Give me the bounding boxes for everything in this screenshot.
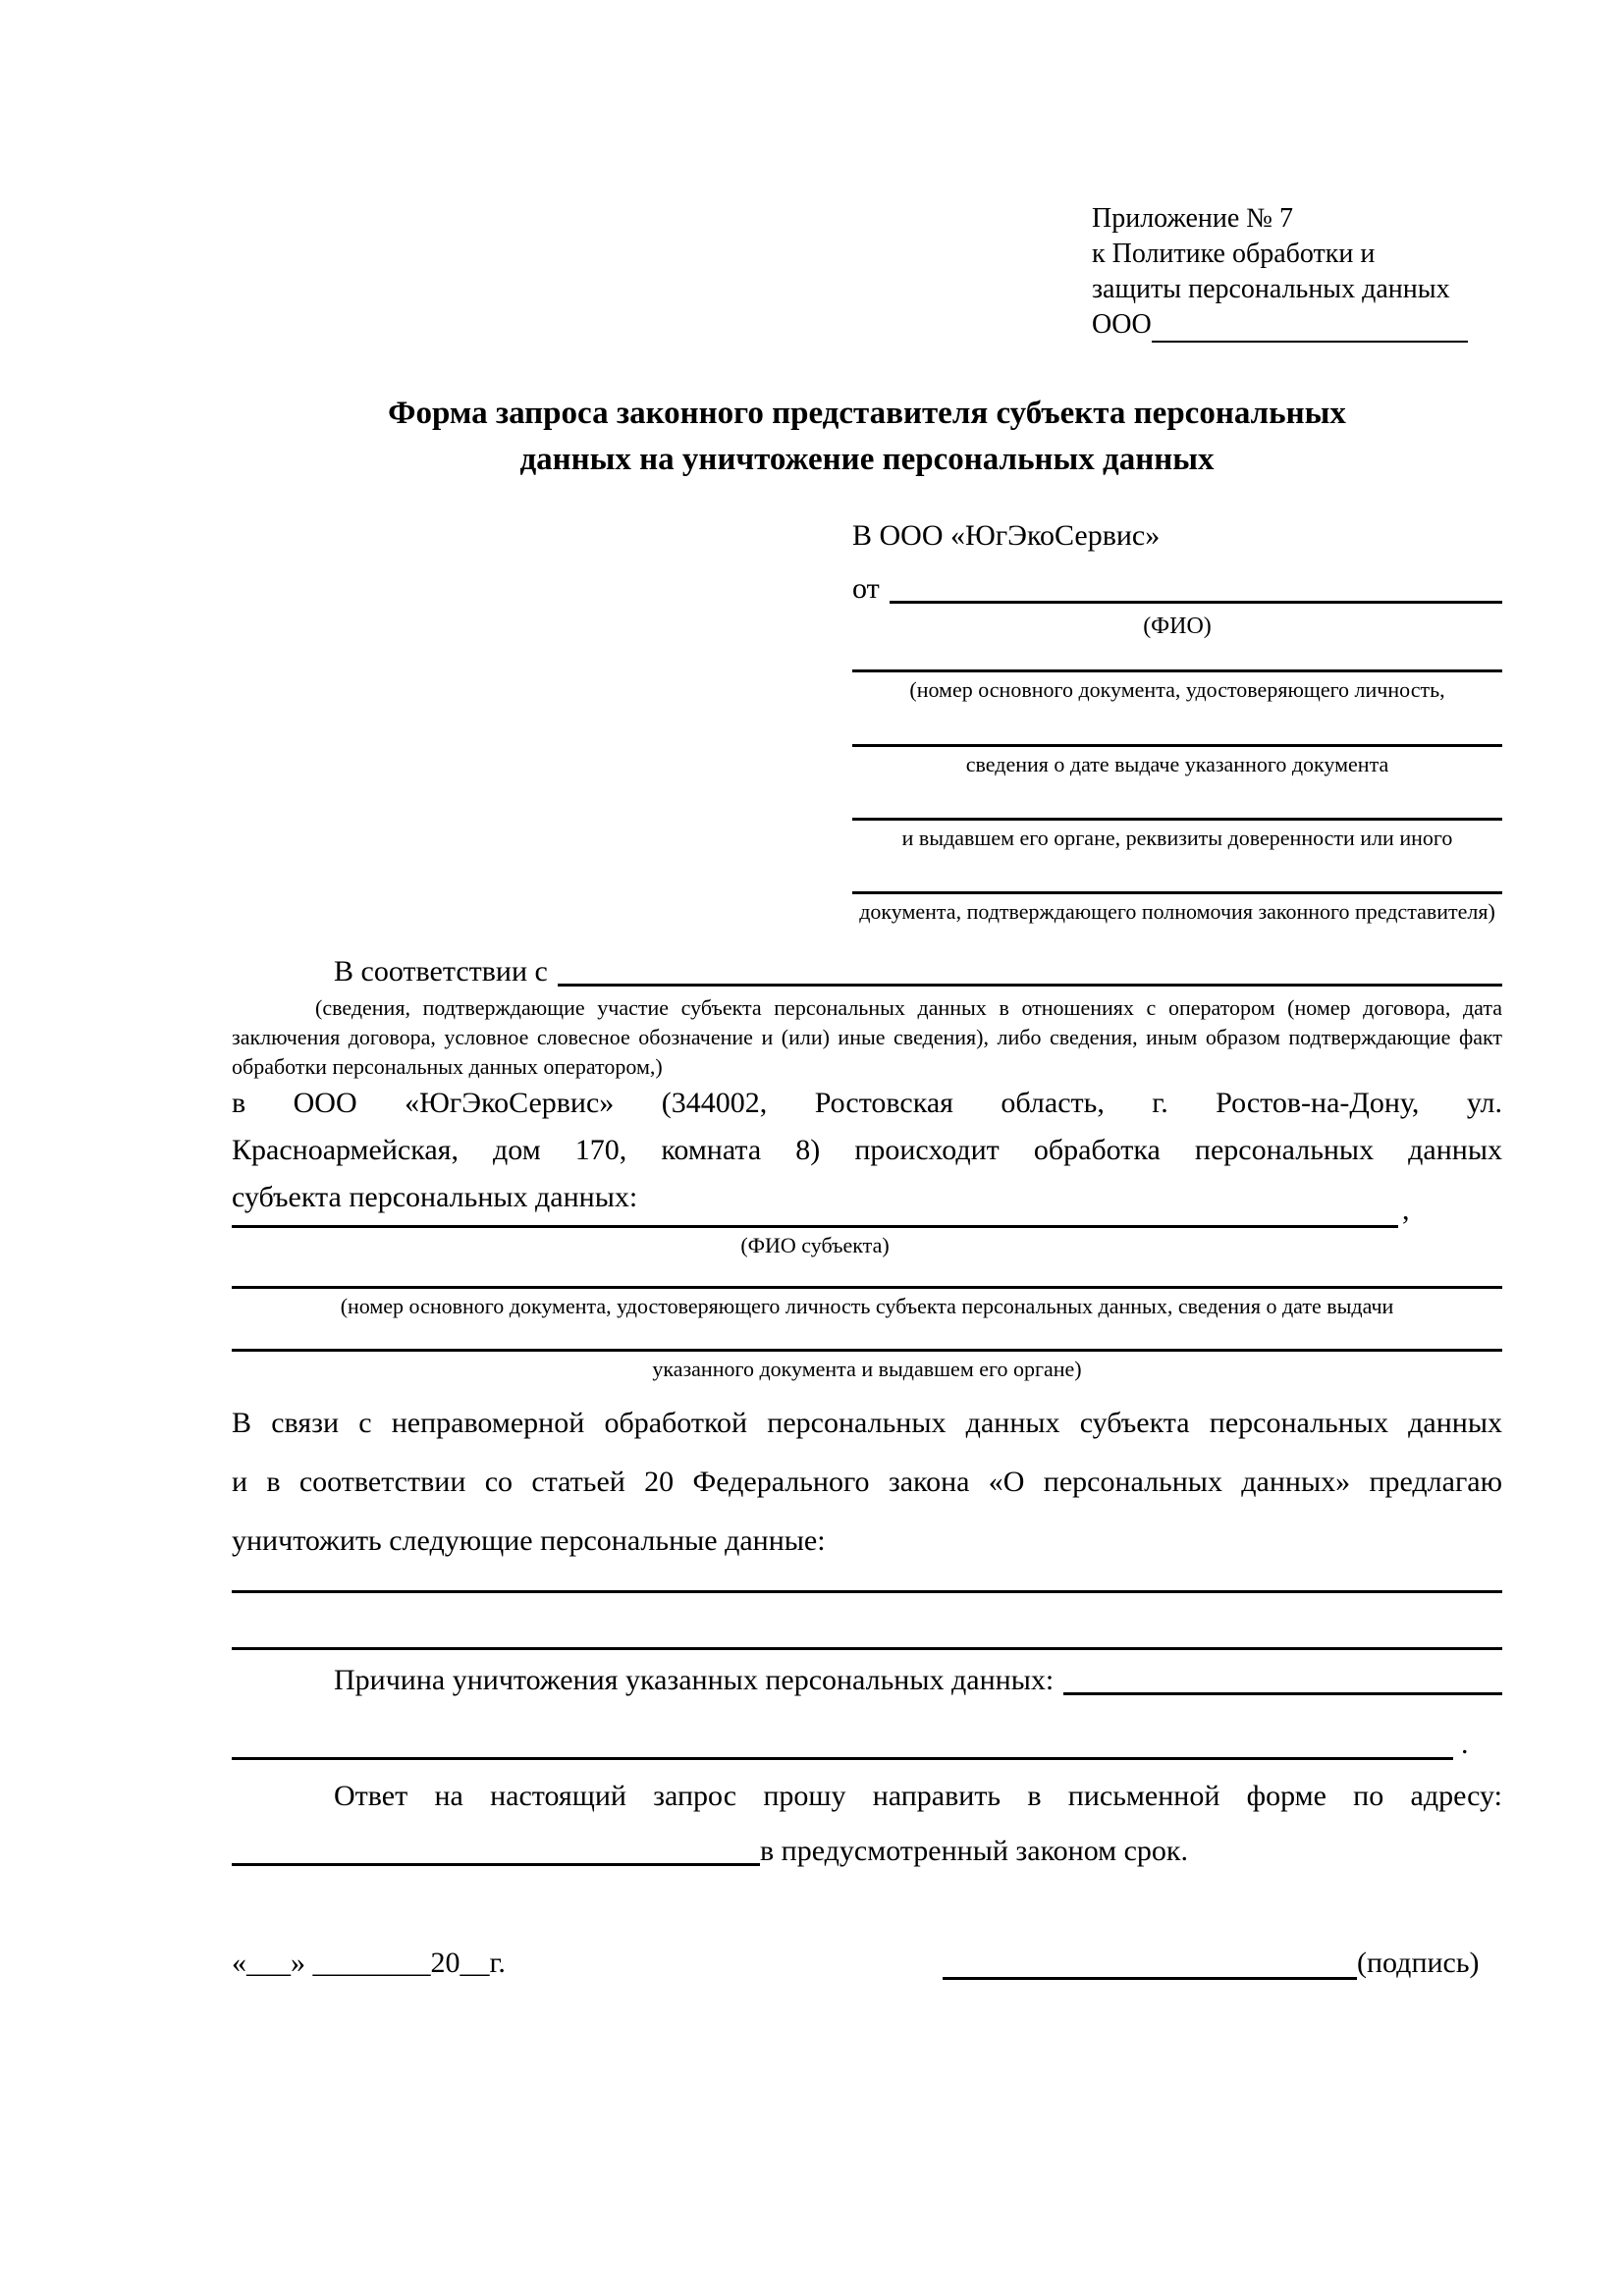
accordance-note xyxy=(232,993,1502,1082)
operator-address-line: в ООО «ЮгЭкоСервис» (344002, Ростовская область, г. Ростов-на-Дону, ул. xyxy=(232,1087,1502,1119)
answer-paragraph: Ответ на настоящий запрос прошу направить в письменной форме по адресу: xyxy=(334,1780,1502,1812)
issue-date-blank-line xyxy=(852,744,1502,747)
fio-caption: (ФИО) xyxy=(1143,614,1212,639)
id-document-blank-line xyxy=(852,669,1502,672)
addressee-organization: В ООО «ЮгЭкоСервис» xyxy=(852,519,1161,552)
reason-continuation-blank-line xyxy=(232,1757,1453,1760)
appendix-line: защиты персональных данных xyxy=(1092,274,1450,304)
sentence-period: . xyxy=(1461,1728,1469,1760)
operator-address-line: субъекта персональных данных: xyxy=(232,1181,638,1213)
answer-tail-text: в предусмотренный законом срок. xyxy=(760,1835,1188,1867)
reason-blank-line xyxy=(1063,1663,1502,1695)
subject-document-blank-line xyxy=(232,1286,1502,1289)
appendix-block xyxy=(1092,201,1504,343)
accordance-blank-line xyxy=(558,954,1502,987)
subject-document-blank-line-2 xyxy=(232,1349,1502,1352)
issuing-authority-caption: и выдавшем его органе, реквизиты доверенности или иного xyxy=(901,826,1453,850)
destruction-request-line: уничтожить следующие персональные данные: xyxy=(232,1524,826,1557)
form-title xyxy=(232,391,1502,483)
accordance-lead: В соответствии с xyxy=(334,955,548,988)
representative-fio-blank-line xyxy=(890,571,1502,604)
subject-document-caption: (номер основного документа, удостоверяющего личность субъекта персональных данных, сведения о дате выдачи xyxy=(340,1294,1394,1318)
appendix-line: к Политике обработки и xyxy=(1092,239,1376,269)
subject-fio-caption: (ФИО субъекта) xyxy=(740,1233,890,1257)
accordance-note-line: обработки персональных данных оператором,) xyxy=(232,1054,663,1079)
subject-document-caption-2: указанного документа и выдавшем его органе) xyxy=(652,1357,1082,1381)
destruction-request-line: и в соответствии со статьей 20 Федерального закона «О персональных данных» предлагаю xyxy=(232,1466,1502,1498)
operator-address-line: Красноармейская, дом 170, комната 8) происходит обработка персональных данных xyxy=(232,1134,1502,1166)
company-prefix-label: ООО xyxy=(1092,309,1152,340)
signature-caption: (подпись) xyxy=(1357,1947,1480,1979)
id-document-caption: (номер основного документа, удостоверяющего личность, xyxy=(909,677,1445,702)
authority-document-blank-line xyxy=(852,891,1502,894)
accordance-note-line: заключения договора, условное словесное обозначение и (или) иные сведения), либо сведения, иным образом подтверждающие факт xyxy=(232,1025,1502,1049)
issue-date-caption: сведения о дате выдаче указанного документа xyxy=(965,752,1389,776)
appendix-line: Приложение № 7 xyxy=(1092,203,1293,234)
subject-trailing-comma: , xyxy=(1402,1194,1410,1226)
signature-blank-line xyxy=(943,1977,1357,1980)
operator-address-paragraph xyxy=(232,1080,1502,1221)
data-to-destroy-blank-line-2 xyxy=(232,1647,1502,1650)
date-field: «___» ________20__г. xyxy=(232,1947,506,1979)
accordance-note-line: (сведения, подтверждающие участие субъекта персональных данных в отношениях с оператором (номер договора, дата xyxy=(315,995,1502,1020)
answer-address-blank-line xyxy=(232,1834,760,1866)
subject-fio-blank-line xyxy=(232,1225,1398,1228)
reason-row xyxy=(232,1663,1502,1698)
reason-label: Причина уничтожения указанных персональных данных: xyxy=(334,1664,1055,1696)
from-row xyxy=(852,571,1502,607)
data-to-destroy-blank-line xyxy=(232,1590,1502,1593)
form-title-line: Форма запроса законного представителя субъекта персональных xyxy=(388,396,1346,431)
issuing-authority-blank-line xyxy=(852,818,1502,821)
destruction-request-paragraph xyxy=(232,1394,1502,1571)
company-name-blank-line xyxy=(1152,311,1468,343)
from-label: от xyxy=(852,572,880,605)
authority-document-caption: документа, подтверждающего полномочия законного представителя) xyxy=(859,899,1495,924)
destruction-request-line: В связи с неправомерной обработкой персональных данных субъекта персональных данных xyxy=(232,1407,1502,1439)
answer-address-row xyxy=(232,1834,1502,1869)
company-name-row xyxy=(1092,307,1504,343)
accordance-row xyxy=(232,954,1502,989)
form-title-line: данных на уничтожение персональных данных xyxy=(519,442,1215,477)
